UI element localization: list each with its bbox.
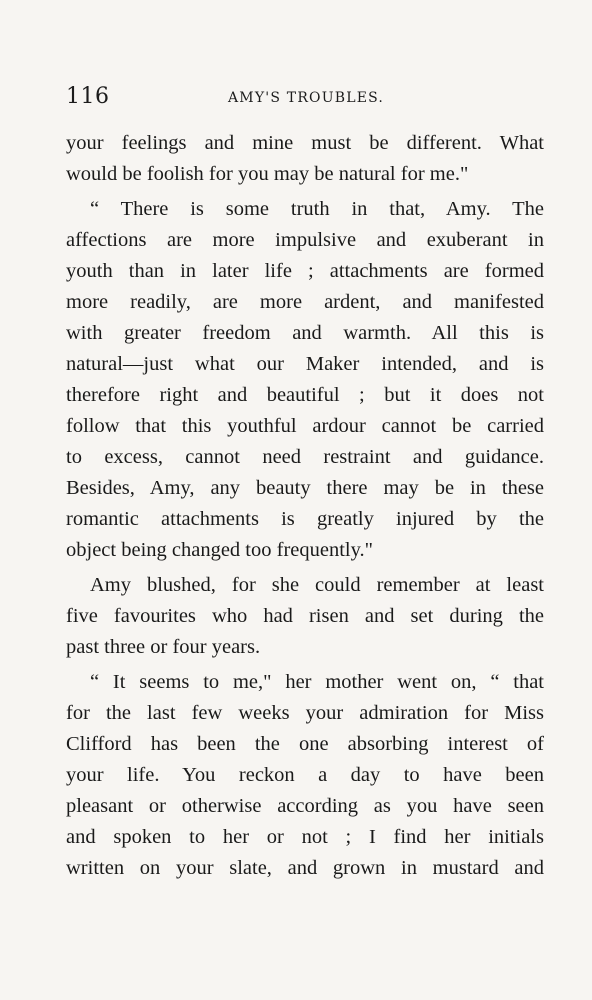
text-line: five favourites who had risen and set during the xyxy=(66,605,544,627)
text-line: would be foolish for you may be natural for me." xyxy=(66,163,469,185)
text-line: “ It seems to me," her mother went on, “ that xyxy=(90,671,544,693)
text-line: follow that this youthful ardour cannot be carried xyxy=(66,415,544,437)
text-line: and spoken to her or not ; I find her initials xyxy=(66,826,544,848)
text-line: youth than in later life ; attachments are formed xyxy=(66,260,544,282)
text-line: romantic attachments is greatly injured by the xyxy=(66,508,544,530)
text-line: past three or four years. xyxy=(66,636,261,658)
page-header xyxy=(66,84,544,114)
text-line: Amy blushed, for she could remember at least xyxy=(90,574,544,596)
text-line: therefore right and beautiful ; but it does not xyxy=(66,384,544,406)
text-line: written on your slate, and grown in mustard and xyxy=(66,857,544,879)
text-line: object being changed too frequently." xyxy=(66,539,374,561)
text-line: to excess, cannot need restraint and guidance. xyxy=(66,446,544,468)
text-line: natural—just what our Maker intended, and is xyxy=(66,353,544,375)
text-line: with greater freedom and warmth. All this is xyxy=(66,322,544,344)
page-number: 116 xyxy=(66,84,110,109)
text-line: for the last few weeks your admiration for Miss xyxy=(66,702,544,724)
text-line: Clifford has been the one absorbing interest of xyxy=(66,733,544,755)
running-head: AMY'S TROUBLES. xyxy=(228,90,385,106)
text-line: “ There is some truth in that, Amy. The xyxy=(90,198,544,220)
text-line: your life. You reckon a day to have been xyxy=(66,764,544,786)
text-line: more readily, are more ardent, and manifested xyxy=(66,291,544,313)
body-text xyxy=(66,128,544,884)
text-line: pleasant or otherwise according as you have seen xyxy=(66,795,544,817)
text-line: Besides, Amy, any beauty there may be in these xyxy=(66,477,544,499)
text-line: affections are more impulsive and exuberant in xyxy=(66,229,544,251)
text-line: your feelings and mine must be different. What xyxy=(66,132,544,154)
